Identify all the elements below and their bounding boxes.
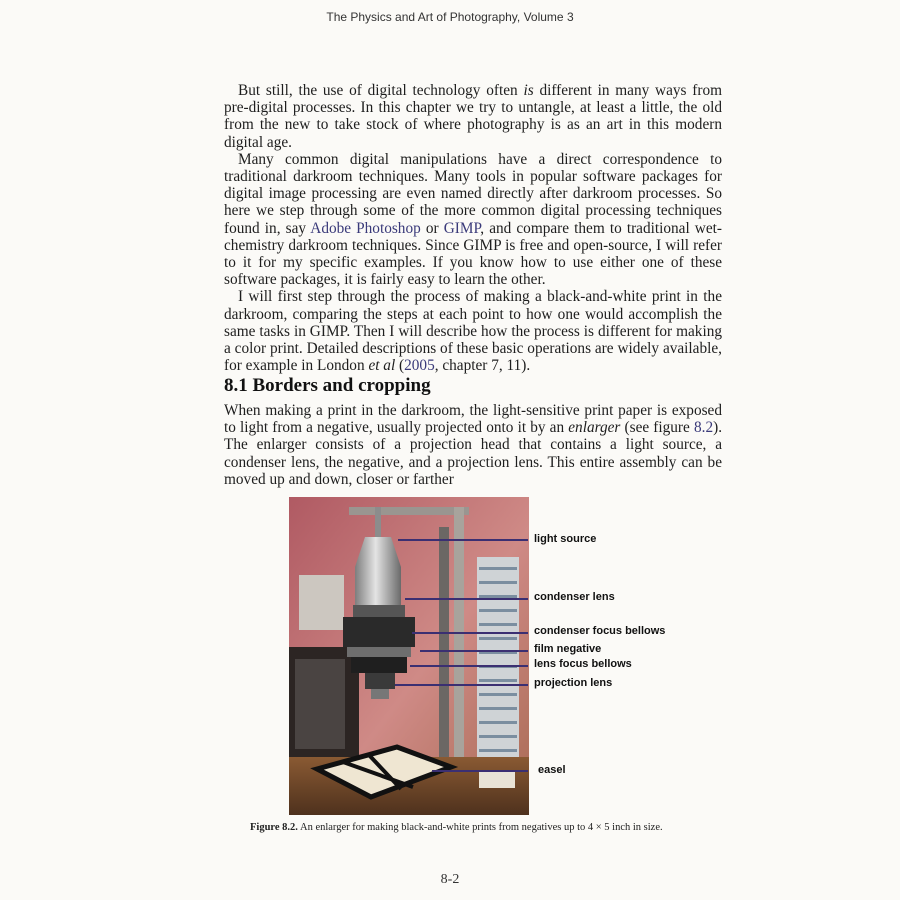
callout-easel: easel — [538, 764, 566, 776]
callout-line — [398, 539, 528, 541]
paragraph: Many common digital manipulations have a direct correspondence to traditional darkroom techniques. Many tools in popular software packages for digital image processing are even named directly after darkroom processes. So here we step through some of the more common digital processing techniques found in, say Adobe Photoshop or GIMP, and compare them to traditional wet-chemistry darkroom techniques. Since GIMP is free and open-source, I will refer to it for my specific examples. If you know how to use either one of these software packages, it is fairly easy to learn the other. — [224, 150, 722, 289]
paragraph: When making a print in the darkroom, the light-sensitive print paper is exposed to light from a negative, usually projected onto it by an enlarger (see figure 8.2). The enlarger consists of a projection head that contains a light source, a condenser lens, the negative, and a projection lens. This entire assembly can be moved up and down, closer or farther — [224, 402, 723, 488]
callout-condenser-lens: condenser lens — [534, 591, 615, 603]
enlarger-illustration — [289, 497, 529, 815]
callout-line — [410, 665, 528, 667]
callout-projection-lens: projection lens — [534, 677, 613, 689]
callout-lens-focus-bellows: lens focus bellows — [534, 658, 632, 670]
callout-line — [405, 598, 528, 600]
callout-line — [412, 632, 528, 634]
paragraph: I will first step through the process of making a black-and-white print in the darkroom, comparing the steps at each point to how one would accomplish the same tasks in GIMP. Then I will describe how the process is different for making a color print. Detailed descriptions of these basic operations are widely available, for example in London et al (2005, chapter 7, 11). — [224, 288, 722, 375]
figure-caption: Figure 8.2. An enlarger for making black-and-white prints from negatives up to 4 × 5 inch in size. — [250, 822, 663, 833]
callout-film-negative: film negative — [534, 643, 602, 655]
enlarger-photo — [289, 497, 529, 815]
link-adobe-photoshop[interactable]: Adobe Photoshop — [310, 219, 421, 237]
link-gimp[interactable]: GIMP — [443, 219, 481, 237]
callout-line — [395, 684, 528, 686]
intro-text — [224, 82, 722, 374]
section-text — [224, 402, 722, 488]
paragraph: But still, the use of digital technology often is different in many ways from pre-digital processes. In this chapter we try to untangle, at least a little, the old from the new to take stock of where photography is as an art in this modern digital age. — [224, 82, 723, 151]
citation-link[interactable]: 2005 — [404, 357, 435, 375]
callout-condenser-focus-bellows: condenser focus bellows — [534, 625, 666, 637]
page-number: 8-2 — [440, 872, 460, 887]
callout-line — [432, 770, 528, 772]
callout-light-source: light source — [534, 533, 597, 545]
caption-label: Figure 8.2. — [250, 822, 298, 833]
running-header: The Physics and Art of Photography, Volume 3 — [326, 10, 574, 24]
callout-line — [420, 650, 528, 652]
section-heading: 8.1 Borders and cropping — [224, 375, 431, 396]
figure-ref-link[interactable]: 8.2 — [693, 419, 714, 437]
